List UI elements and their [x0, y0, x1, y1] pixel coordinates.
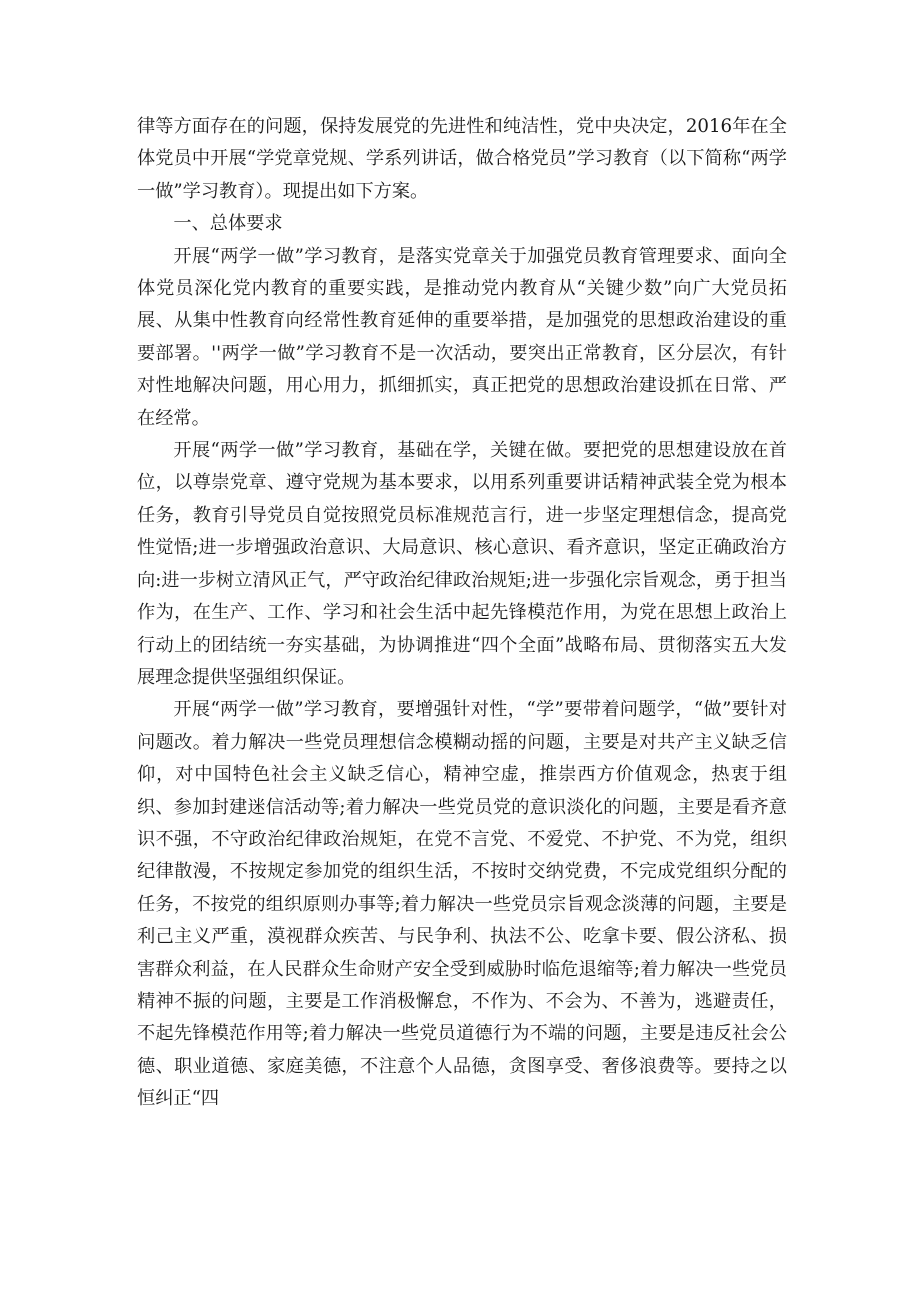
document-body [137, 111, 787, 1116]
body-paragraph-2: 开展“两学一做”学习教育，基础在学，关键在做。要把党的思想建设放在首位，以尊崇党章、遵守党规为基本要求，以用系列重要讲话精神武装全党为根本任务，教育引导党员自觉按照党员标准规范言行，进一步坚定理想信念，提高党性觉悟;进一步增强政治意识、大局意识、核心意识、看齐意识，坚定正确政治方向:进一步树立清风正气，严守政治纪律政治规矩;进一步强化宗旨观念，勇于担当作为，在生产、工作、学习和社会生活中起先锋模范作用，为党在思想上政治上行动上的团结统一夯实基础，为协调推进“四个全面”战略布局、贯彻落实五大发展理念提供坚强组织保证。 [137, 440, 787, 688]
intro-paragraph: 律等方面存在的问题，保持发展党的先进性和纯洁性，党中央决定，2016年在全体党员中开展“学党章党规、学系列讲话，做合格党员”学习教育（以下简称“两学一做”学习教育）。现提出如下方案。 [137, 116, 787, 202]
section-heading: 一、总体要求 [173, 213, 283, 235]
body-paragraph-1: 开展“两学一做”学习教育，是落实党章关于加强党员教育管理要求、面向全体党员深化党内教育的重要实践，是推动党内教育从“关键少数”向广大党员拓展、从集中性教育向经常性教育延伸的重要举措，是加强党的思想政治建设的重要部署。''两学一做”学习教育不是一次活动，要突出正常教育，区分层次，有针对性地解决问题，用心用力，抓细抓实，真正把党的思想政治建设抓在日常、严在经常。 [137, 245, 787, 429]
body-paragraph-3: 开展“两学一做”学习教育，要增强针对性，“学”要带着问题学，“做”要针对问题改。着力解决一些党员理想信念模糊动摇的问题，主要是对共产主义缺乏信仰，对中国特色社会主义缺乏信心，精神空虚，推崇西方价值观念，热衷于组织、参加封建迷信活动等;着力解决一些党员党的意识淡化的问题，主要是看齐意识不强，不守政治纪律政治规矩，在党不言党、不爱党、不护党、不为党，组织纪律散漫，不按规定参加党的组织生活，不按时交纳党费，不完成党组织分配的任务，不按党的组织原则办事等;着力解决一些党员宗旨观念淡薄的问题，主要是利己主义严重，漠视群众疾苦、与民争利、执法不公、吃拿卡要、假公济私、损害群众利益，在人民群众生命财产安全受到威胁时临危退缩等;着力解决一些党员精神不振的问题，主要是工作消极懈怠，不作为、不会为、不善为，逃避责任，不起先锋模范作用等;着力解决一些党员道德行为不端的问题，主要是违反社会公德、职业道德、家庭美德，不注意个人品德，贪图享受、奢侈浪费等。要持之以恒纠正“四 [137, 699, 787, 1110]
